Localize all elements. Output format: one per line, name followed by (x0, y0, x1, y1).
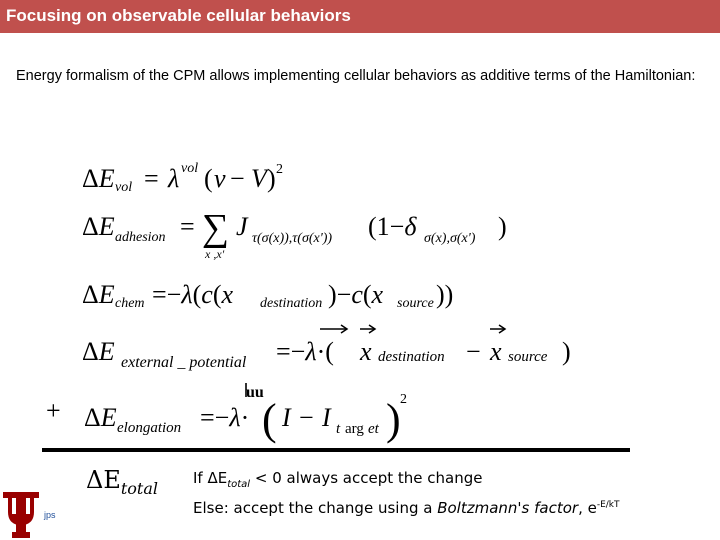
svg-text:τ(σ(x)),τ(σ(x')): τ(σ(x)),τ(σ(x')) (252, 231, 333, 246)
rule-else-prefix: Else: accept the change using a (193, 499, 438, 517)
svg-text:v: v (214, 164, 226, 193)
svg-text:−: − (299, 403, 314, 432)
svg-text:source: source (397, 296, 434, 311)
svg-text:λ: λ (168, 164, 180, 193)
svg-text:elongation: elongation (117, 420, 182, 436)
svg-text:): ) (562, 337, 571, 366)
rule-else-boltzmann: Boltzmann's factor (437, 499, 579, 517)
svg-text:ΔE: ΔE (82, 337, 115, 366)
equation-external-potential (82, 325, 571, 371)
iu-logo (0, 490, 42, 540)
logo-label: jps (44, 510, 56, 520)
svg-text:source: source (508, 349, 548, 365)
svg-text:x: x (360, 337, 372, 366)
svg-text:): ) (267, 164, 276, 193)
svg-text:)−c(x: )−c(x (328, 280, 384, 309)
svg-text:σ(x),σ(x'): σ(x),σ(x') (424, 231, 476, 246)
svg-text:x: x (490, 337, 502, 366)
rule-accept-prefix: If ΔE (193, 469, 228, 487)
svg-text:destination: destination (260, 296, 323, 311)
svg-text:I: I (322, 403, 331, 432)
sum-divider (42, 448, 630, 452)
svg-text:external _ potential: external _ potential (121, 354, 247, 371)
svg-text:∑: ∑ (202, 207, 230, 249)
equation-chem (82, 280, 453, 311)
slide-title: Focusing on observable cellular behaviors (6, 6, 351, 25)
svg-text:arg: arg (345, 421, 364, 437)
svg-text:2: 2 (276, 162, 283, 177)
rule-accept-subscript: total (227, 479, 251, 490)
plus-sign: + (46, 396, 61, 425)
rule-accept (193, 468, 620, 495)
svg-text:et: et (368, 421, 379, 437)
svg-text:(1−δ: (1−δ (368, 212, 417, 241)
rule-else (193, 495, 620, 519)
svg-text:vol: vol (115, 180, 133, 195)
svg-text:I: I (282, 403, 291, 432)
svg-text:chem: chem (115, 296, 145, 311)
svg-text:−: − (230, 164, 245, 193)
svg-text:J: J (236, 212, 248, 241)
svg-text:=−λ·(: =−λ·( (276, 337, 334, 366)
svg-text:ΔE: ΔE (82, 164, 115, 193)
equation-elongation (84, 383, 407, 444)
svg-text:ΔE: ΔE (82, 280, 115, 309)
total-energy (86, 466, 158, 498)
svg-text:=: = (180, 212, 195, 241)
svg-text:ΔE: ΔE (84, 403, 117, 432)
svg-text:=−λ·: =−λ· (200, 403, 250, 432)
svg-text:): ) (386, 395, 401, 444)
svg-text:vol: vol (181, 161, 199, 176)
svg-text:adhesion: adhesion (115, 230, 166, 245)
svg-text:2: 2 (400, 392, 407, 407)
svg-text:V: V (251, 164, 267, 193)
total-subscript: total (120, 478, 159, 498)
svg-text:=−λ(c(x: =−λ(c(x (152, 280, 234, 309)
svg-text:=: = (144, 164, 159, 193)
svg-text:uu: uu (246, 384, 264, 401)
svg-text:)): )) (436, 280, 454, 309)
acceptance-rules (193, 468, 620, 519)
equation-adhesion (82, 207, 507, 261)
svg-text:ΔE: ΔE (82, 212, 115, 241)
total-symbol: ΔE (86, 466, 121, 494)
svg-text:x ,x': x ,x' (205, 247, 225, 261)
rule-else-suffix: , e (578, 499, 597, 517)
intro-text: Energy formalism of the CPM allows implementing cellular behaviors as additive terms of the Hamiltonian: (16, 68, 696, 84)
svg-text:(: ( (262, 395, 277, 444)
svg-text:t: t (336, 421, 341, 437)
svg-text:): ) (498, 212, 507, 241)
svg-text:−: − (466, 337, 481, 366)
svg-text:(: ( (204, 164, 213, 193)
equation-vol (82, 161, 283, 195)
svg-text:destination: destination (378, 349, 445, 365)
rule-accept-text: < 0 always accept the change (254, 469, 483, 487)
rule-else-exponent: -E/kT (596, 500, 620, 510)
